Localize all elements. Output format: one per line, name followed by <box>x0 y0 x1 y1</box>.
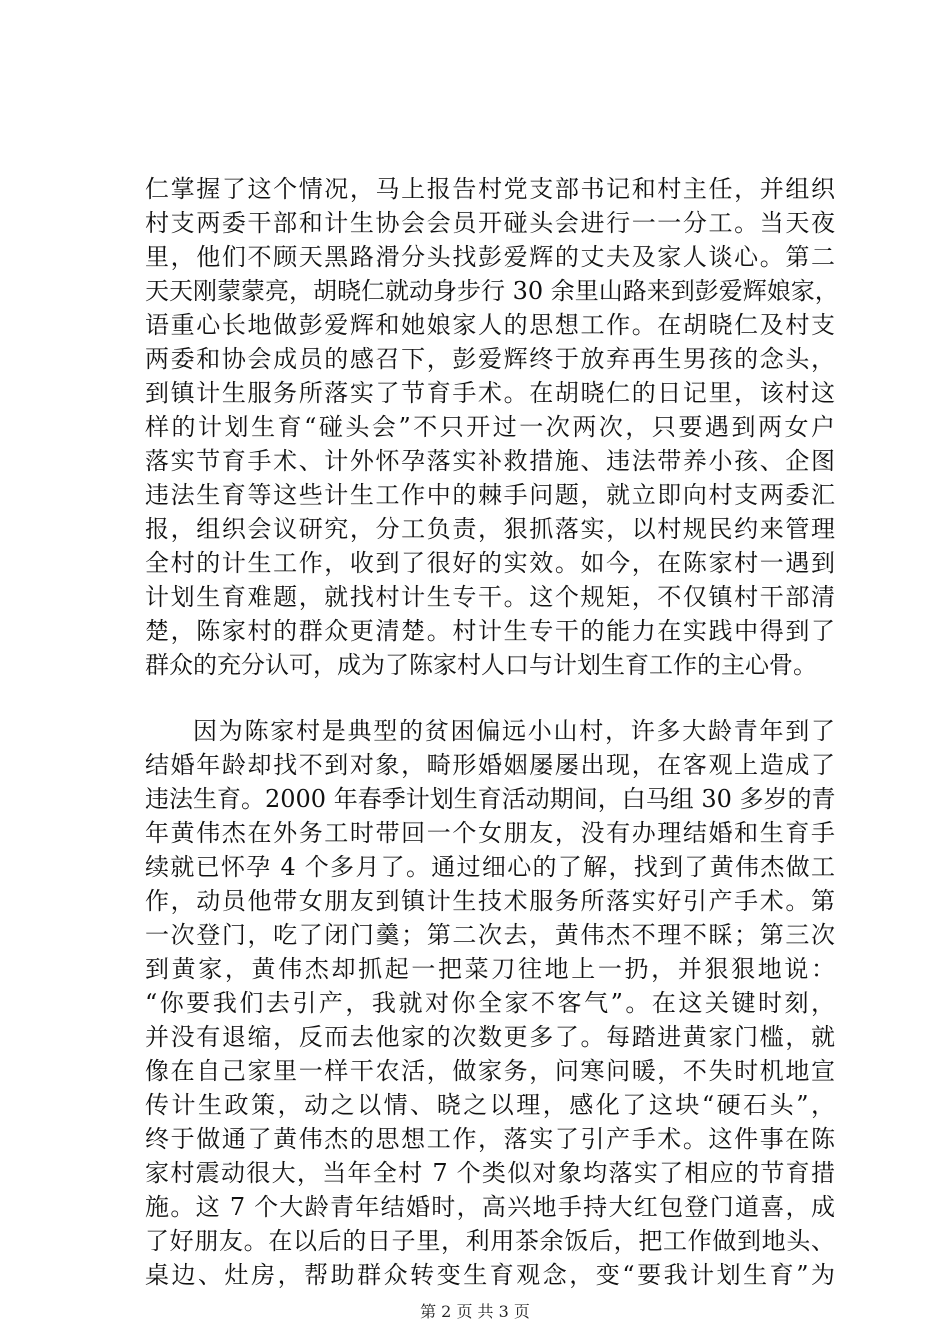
text-line: 结婚年龄却找不到对象，畸形婚姻屡屡出现，在客观上造成了 <box>145 751 835 779</box>
text-line: 两委和协会成员的感召下，彭爱辉终于放弃再生男孩的念头， <box>145 345 835 373</box>
text-line: 因为陈家村是典型的贫困偏远小山村，许多大龄青年到了 <box>193 717 835 745</box>
text-line: 楚，陈家村的群众更清楚。村计生专干的能力在实践中得到了 <box>145 617 835 645</box>
text-line: 续就已怀孕 4 个多月了。通过细心的了解，找到了黄伟杰做工 <box>145 853 835 881</box>
page-number-footer: 第 2 页 共 3 页 <box>420 1302 530 1321</box>
text-line: 年黄伟杰在外务工时带回一个女朋友，没有办理结婚和生育手 <box>145 819 835 847</box>
text-line: 传计生政策，动之以情、晓之以理，感化了这块“硬石头”， <box>145 1091 835 1119</box>
text-line: 到黄家，黄伟杰却抓起一把菜刀往地上一扔，并狠狠地说： <box>145 955 835 983</box>
text-line: 并没有退缩，反而去他家的次数更多了。每踏进黄家门槛，就 <box>145 1023 835 1051</box>
text-line: 终于做通了黄伟杰的思想工作，落实了引产手术。这件事在陈 <box>145 1125 835 1153</box>
text-line: 违法生育等这些计生工作中的棘手问题，就立即向村支两委汇 <box>145 481 835 509</box>
text-line: 像在自己家里一样干农活，做家务，问寒问暖，不失时机地宣 <box>145 1057 835 1085</box>
text-line: 违法生育。2000 年春季计划生育活动期间，白马组 30 多岁的青 <box>145 785 836 813</box>
text-line: 样的计划生育“碰头会”不只开过一次两次，只要遇到两女户 <box>145 413 835 441</box>
text-line: 落实节育手术、计外怀孕落实补救措施、违法带养小孩、企图 <box>145 447 835 475</box>
text-line: 到镇计生服务所落实了节育手术。在胡晓仁的日记里，该村这 <box>145 379 835 407</box>
text-line: 全村的计生工作，收到了很好的实效。如今，在陈家村一遇到 <box>145 549 835 577</box>
text-line: 村支两委干部和计生协会会员开碰头会进行一一分工。当天夜 <box>145 209 835 237</box>
text-line: 了好朋友。在以后的日子里，利用茶余饭后，把工作做到地头、 <box>145 1227 835 1255</box>
text-line: 家村震动很大，当年全村 7 个类似对象均落实了相应的节育措 <box>145 1159 835 1187</box>
text-line: 仁掌握了这个情况，马上报告村党支部书记和村主任，并组织 <box>145 175 835 203</box>
text-line: 语重心长地做彭爱辉和她娘家人的思想工作。在胡晓仁及村支 <box>145 311 835 339</box>
text-line: 计划生育难题，就找村计生专干。这个规矩，不仅镇村干部清 <box>145 583 835 611</box>
text-line: 报，组织会议研究，分工负责，狠抓落实，以村规民约来管理 <box>145 515 835 543</box>
text-line: 里，他们不顾天黑路滑分头找彭爱辉的丈夫及家人谈心。第二 <box>145 243 835 271</box>
text-line: 桌边、灶房，帮助群众转变生育观念，变“要我计划生育”为 <box>145 1261 835 1289</box>
text-line: “你要我们去引产，我就对你全家不客气”。在这关键时刻， <box>145 989 835 1017</box>
text-line: 天天刚蒙蒙亮，胡晓仁就动身步行 30 余里山路来到彭爱辉娘家， <box>145 277 839 305</box>
text-line: 作，动员他带女朋友到镇计生技术服务所落实好引产手术。第 <box>145 887 835 915</box>
text-line: 群众的充分认可，成为了陈家村人口与计划生育工作的主心骨。 <box>145 651 817 679</box>
text-line: 施。这 7 个大龄青年结婚时，高兴地手持大红包登门道喜，成 <box>145 1193 835 1221</box>
text-line: 一次登门，吃了闭门羹；第二次去，黄伟杰不理不睬；第三次 <box>145 921 835 949</box>
